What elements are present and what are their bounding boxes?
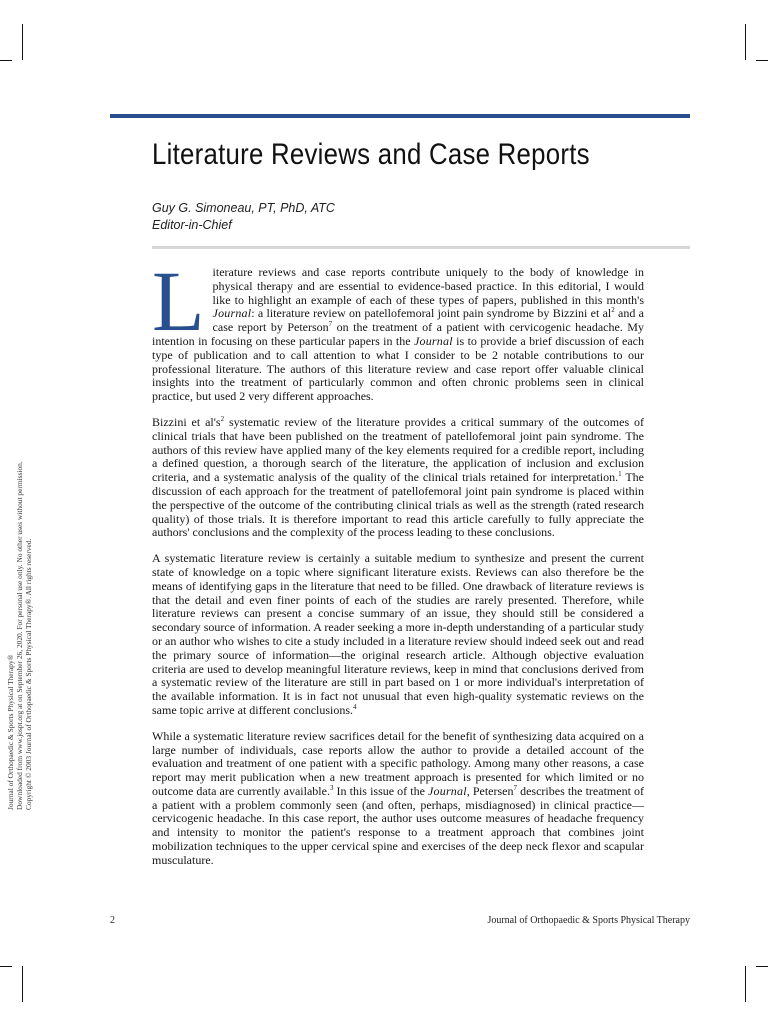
journal-ref: Journal [414,333,453,348]
crop-mark [0,966,12,967]
crop-mark [0,60,12,61]
citation: 2 [220,414,225,423]
crop-mark [756,966,768,967]
sidebar-journal: Journal of Orthopaedic & Sports Physical Therapy® [6,654,15,810]
byline [152,200,335,234]
crop-mark [22,24,23,60]
crop-mark [745,24,746,60]
crop-mark [756,60,768,61]
paragraph: Literature reviews and case reports contribute uniquely to the body of knowledge in physical therapy and are essential to evidence-based practice. In this editorial, I would like to highlight an example of each of these types of papers, published in this month's Journal: a literature review on patellofemoral joint pain syndrome by Bizzini et $al^2$ and a case report by Peterson$^7$ on the treatment of a patient with cervicogenic headache. My intention in focusing on these particular papers in the Journal is to provide a brief discussion of each type of publication and to call attention to what I consider to be 2 notable contributions to our professional literature. The authors of this literature review and case report offer valuable clinical insights into the treatment of particularly common and often chronic problems seen in clinical practice, but used 2 very different approaches. [152,253,645,404]
footer-journal-name: Journal of Orthopaedic & Sports Physical Therapy [487,915,690,926]
sidebar-copyright: Copyright © 2003 Journal of Orthopaedic & Sports Physical Therapy®. All rights reserved. [24,538,33,810]
citation: 4 [353,702,357,711]
journal-ref: Journal [212,306,252,321]
article-title: Literature Reviews and Case Reports [152,138,590,171]
citation: 3 [329,783,334,792]
page-number: 2 [110,915,115,926]
header-rule [110,114,690,118]
citation: 2 [611,306,615,315]
author-role: Editor-in-Chief [152,218,232,232]
article-body [152,253,645,880]
journal-ref: Journal [428,783,467,798]
crop-mark [22,966,23,1002]
copyright-sidebar [6,430,33,810]
citation: 1 [618,470,622,479]
byline-rule [152,246,690,249]
paragraph: Bizzini et $al's^2$ systematic review of the literature provides a critical summary of the outcomes of clinical trials that have been published on the treatment of patellofemoral joint pain syndrome. The authors of this review have applied many of the key elements required for a credible report, including a defined question, a thorough search of the literature, the application of inclusion and exclusion criteria, and a systematic analysis of the quality of the clinical trials retained for interpretation.$^1$ The discussion of each approach for the treatment of patellofemoral joint pain syndrome is placed within the perspective of the outcome of the contributing clinical trials as well as the strength (rated research quality) of those trials. It is therefore important to read this article carefully to fully appreciate the authors' conclusions and the complexity of the process leading to these conclusions. [152,414,645,540]
author-name: Guy G. Simoneau, PT, PhD, ATC [152,201,335,215]
crop-mark [745,966,746,1002]
sidebar-download-notice: Downloaded from www.jospt.org at on September 26, 2020. For personal use only. No other uses without permission. [15,461,24,810]
citation: 7 [513,783,517,792]
paragraph: A systematic literature review is certainly a suitable medium to synthesize and present the current state of knowledge on a topic where significant literature exists. Reviews can also therefore be the means of identifying gaps in the literature that need to be filled. One drawback of literature reviews is that the detail and even finer points of each of the studies are rarely presented. Therefore, while literature reviews can present a concise summary of an issue, they should still be considered a secondary source of information. A reader seeking a more in-depth understanding of a particular study or an author who wishes to cite a study included in a literature review should indeed seek out and read the primary source of information—the original research article. Although objective evaluation criteria are used to develop meaningful literature reviews, keep in mind that conclusions derived from a systematic review of the literature are still in part based on 1 or more individual's interpretation of the available information. It is in fact not unusual that even high-quality systematic reviews on the same topic arrive at different conclusions.$^4$ [152,551,644,717]
paragraph: While a systematic literature review sacrifices detail for the benefit of synthesizing data acquired on a large number of individuals, case reports allow the author to provide a detailed account of the evaluation and treatment of one patient with a specific pathology. Among many other reasons, a case report may merit publication when a new treatment approach is presented for which limited or no outcome data are currently available.$^3$ In this issue of the Journal, Petersen$^7$ describes the treatment of a patient with a problem commonly seen (and often, perhaps, misdiagnosed) in clinical practice—cervicogenic headache. In this case report, the author uses outcome measures of headache frequency and intensity to monitor the patient's response to a treatment approach that combines joint mobilization techniques to the upper cervical spine and exercises of the deep neck flexor and scapular musculature. [152,728,644,867]
citation: 7 [328,320,333,329]
drop-cap: L [152,253,205,349]
